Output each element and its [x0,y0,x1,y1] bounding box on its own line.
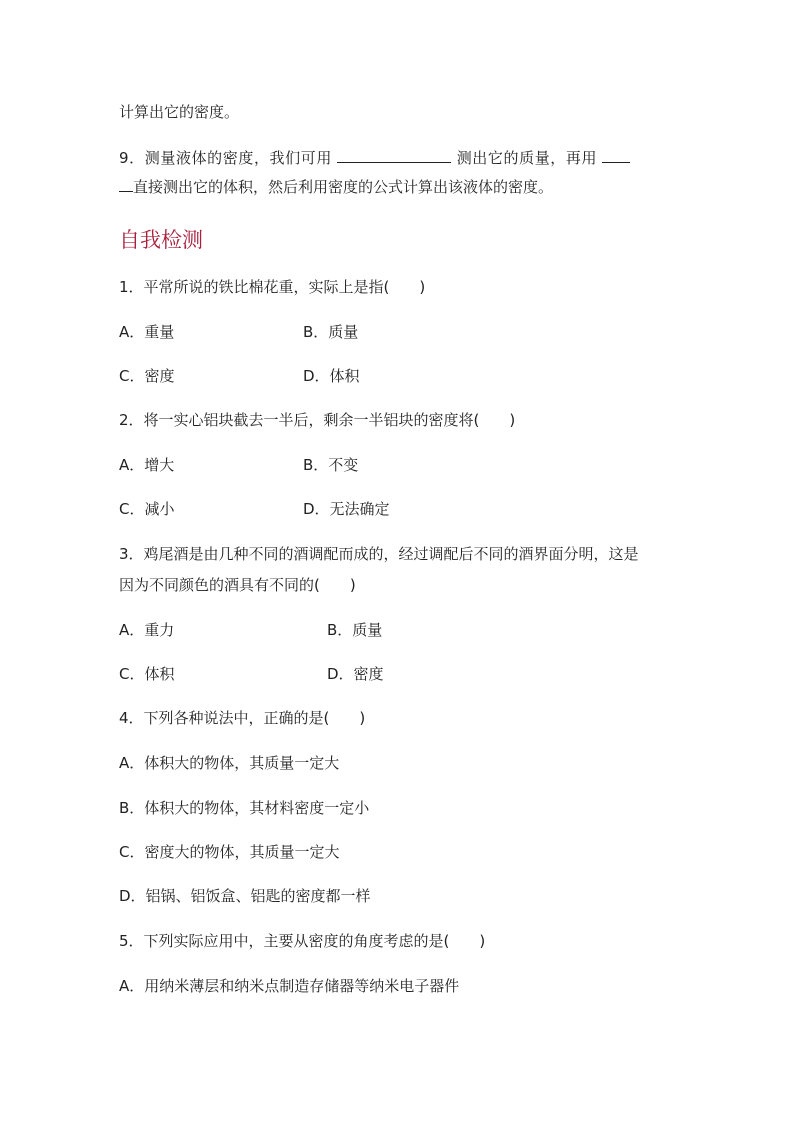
question-3-option-c: C．体积 [119,665,175,683]
section-title: 自我检测 [119,228,203,252]
question-2-option-c: C．减小 [119,500,175,518]
question-3-option-d: D．密度 [327,665,384,683]
question-9-prefix: 9．测量液体的密度，我们可用 [119,149,332,167]
question-1-option-a: A．重量 [119,323,175,341]
question-9-suffix: 直接测出它的体积，然后利用密度的公式计算出该液体的密度。 [133,178,554,196]
question-1-stem: 1．平常所说的铁比棉花重，实际上是指( ) [119,278,426,296]
question-2-stem: 2．将一实心铝块截去一半后，剩余一半铝块的密度将( ) [119,411,516,429]
question-4-option-d: D．铝锅、铝饭盒、铝匙的密度都一样 [119,887,371,905]
question-9-line2 [119,177,553,197]
answer-blank [337,148,451,163]
question-4-option-c: C．密度大的物体，其质量一定大 [119,843,340,861]
question-9-middle: 测出它的质量，再用 [456,149,598,167]
question-4-option-b: B．体积大的物体，其材料密度一定小 [119,799,370,817]
question-2-option-a: A．增大 [119,456,175,474]
question-4-option-a: A．体积大的物体，其质量一定大 [119,754,340,772]
answer-blank [602,148,630,163]
question-4-stem: 4．下列各种说法中，正确的是( ) [119,709,366,727]
question-1-option-c: C．密度 [119,367,175,385]
question-2-option-d: D．无法确定 [303,500,390,518]
intro-tail: 计算出它的密度。 [119,103,240,121]
question-1-option-d: D．体积 [303,367,360,385]
question-3-option-b: B．质量 [327,621,383,639]
question-3-stem-line2: 因为不同颜色的酒具有不同的( ) [119,576,356,594]
question-5-stem: 5．下列实际应用中，主要从密度的角度考虑的是( ) [119,932,486,950]
question-3-stem-line1: 3．鸡尾酒是由几种不同的酒调配而成的，经过调配后不同的酒界面分明，这是 [119,545,639,563]
question-2-option-b: B．不变 [303,456,359,474]
question-1-option-b: B．质量 [303,323,359,341]
question-3-option-a: A．重力 [119,621,175,639]
question-5-option-a: A．用纳米薄层和纳米点制造存储器等纳米电子器件 [119,977,460,995]
question-9-line1 [119,148,630,168]
answer-blank [119,177,133,192]
